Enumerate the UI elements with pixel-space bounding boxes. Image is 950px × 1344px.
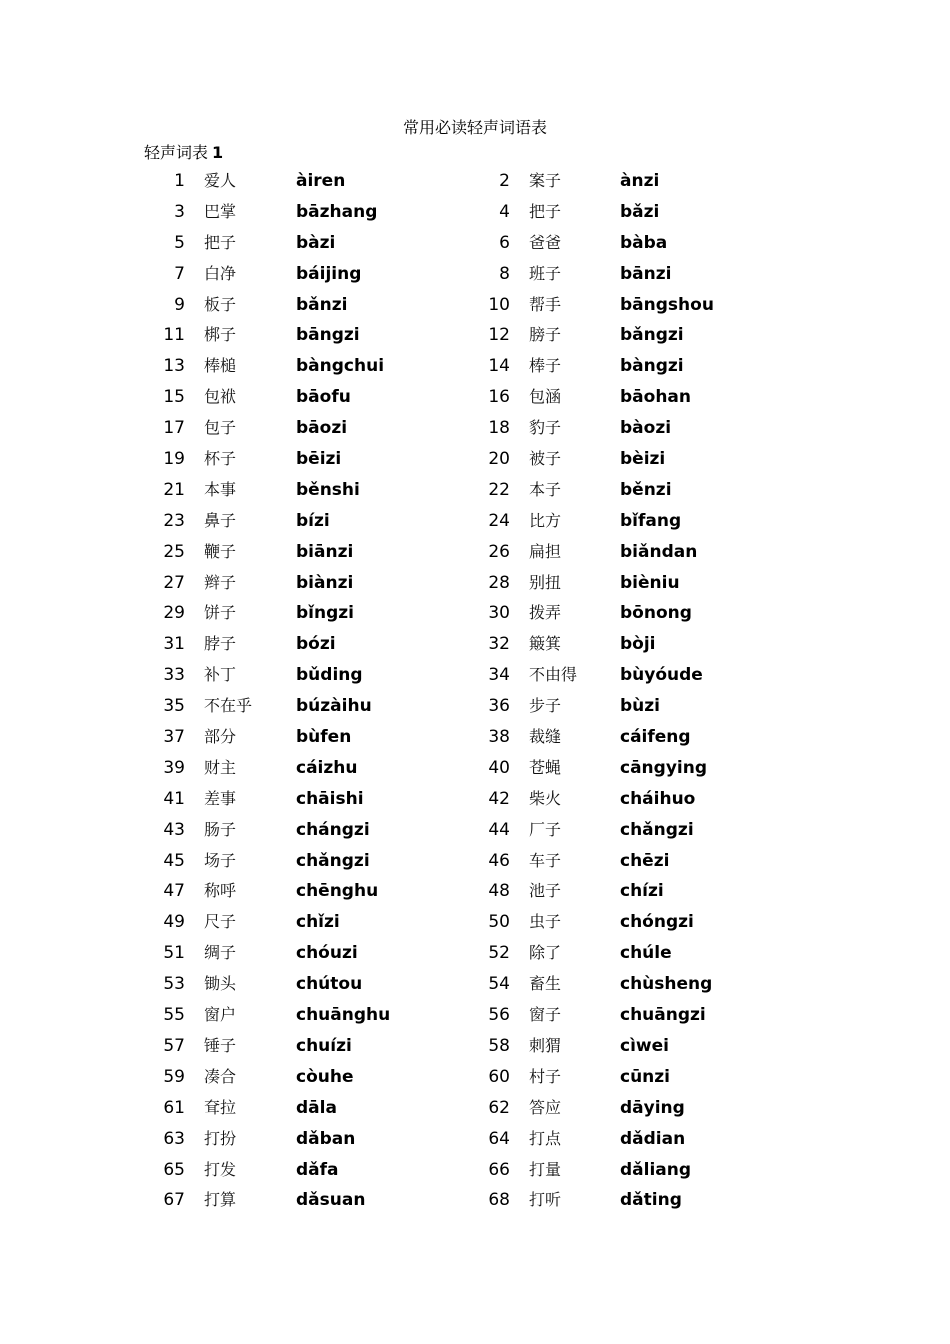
entry-word: 畜生 (529, 974, 562, 994)
section-subtitle (144, 142, 223, 165)
entry-word: 差事 (204, 788, 237, 808)
entry-word: 除了 (529, 943, 562, 963)
entry-pinyin: chuāngzi (620, 1005, 706, 1026)
entry-pinyin: bānzi (620, 263, 672, 284)
entry-pinyin: biànzi (296, 572, 354, 593)
entry-word: 班子 (529, 263, 562, 283)
page-title: 常用必读轻声词语表 (402, 118, 547, 137)
entry-number: 6 (499, 232, 510, 253)
entry-number: 55 (163, 1005, 185, 1026)
entry-pinyin: cháihuo (620, 788, 696, 809)
entry-word: 凑合 (204, 1066, 237, 1086)
entry-pinyin: dǎdian (620, 1128, 686, 1149)
entry-word: 被子 (529, 449, 562, 469)
entry-word: 白净 (204, 263, 237, 283)
table-row (0, 382, 950, 413)
entry-number: 44 (488, 819, 510, 840)
table-row (0, 537, 950, 568)
entry-pinyin: chízi (620, 881, 664, 902)
entry-word: 板子 (204, 294, 237, 314)
entry-number: 4 (499, 201, 510, 222)
entry-number: 31 (163, 634, 185, 655)
entry-number: 2 (499, 171, 510, 191)
entry-word: 饼子 (204, 603, 237, 623)
entry-word: 村子 (529, 1066, 562, 1086)
entry-number: 35 (163, 696, 185, 717)
entry-pinyin: chúle (620, 943, 672, 964)
entry-pinyin: bāzhang (296, 201, 378, 222)
table-row (0, 876, 950, 907)
entry-pinyin: chēzi (620, 850, 670, 871)
entry-number: 68 (488, 1190, 510, 1211)
entry-word: 池子 (529, 881, 562, 901)
entry-number: 25 (163, 541, 185, 562)
table-row (0, 228, 950, 259)
entry-word: 不在乎 (204, 696, 253, 716)
entry-word: 不由得 (529, 665, 578, 685)
entry-word: 刺猬 (529, 1035, 562, 1055)
table-row (0, 938, 950, 969)
entry-word: 巴掌 (204, 201, 237, 221)
entry-number: 43 (163, 819, 185, 840)
table-row (0, 1062, 950, 1093)
entry-number: 57 (163, 1035, 185, 1056)
table-row (0, 413, 950, 444)
entry-pinyin: bōnong (620, 603, 692, 624)
entry-pinyin: cìwei (620, 1035, 669, 1056)
entry-pinyin: chēnghu (296, 881, 379, 902)
entry-word: 窗子 (529, 1005, 562, 1025)
entry-pinyin: chuānghu (296, 1005, 391, 1026)
entry-number: 49 (163, 912, 185, 933)
entry-pinyin: chóngzi (620, 912, 694, 933)
entry-number: 37 (163, 727, 185, 748)
entry-pinyin: dǎliang (620, 1159, 692, 1180)
table-row (0, 753, 950, 784)
table-row (0, 197, 950, 228)
entry-number: 51 (163, 943, 185, 964)
entry-pinyin: bāohan (620, 387, 691, 408)
entry-number: 12 (488, 325, 510, 346)
entry-word: 扁担 (529, 541, 562, 561)
entry-pinyin: bàozi (620, 418, 672, 439)
table-row (0, 1185, 950, 1216)
entry-pinyin: bàngchui (296, 356, 385, 377)
table-row (0, 1000, 950, 1031)
entry-word: 爱人 (204, 171, 237, 190)
table-row (0, 907, 950, 938)
entry-pinyin: dāla (296, 1097, 337, 1118)
entry-word: 包袱 (204, 387, 237, 407)
entry-number: 20 (488, 449, 510, 470)
entry-pinyin: cáifeng (620, 727, 691, 748)
entry-pinyin: bǐngzi (296, 603, 354, 624)
entry-number: 32 (488, 634, 510, 655)
entry-number: 9 (174, 294, 185, 315)
entry-word: 锤子 (204, 1035, 237, 1055)
entry-number: 29 (163, 603, 185, 624)
table-row (0, 290, 950, 321)
section-subtitle-number: 1 (212, 143, 224, 162)
entry-number: 47 (163, 881, 185, 902)
entry-pinyin: běnzi (620, 479, 672, 500)
entry-number: 53 (163, 974, 185, 995)
entry-word: 梆子 (204, 325, 237, 345)
table-row (0, 598, 950, 629)
entry-pinyin: bièniu (620, 572, 680, 593)
entry-word: 把子 (529, 201, 562, 221)
entry-pinyin: bùyóude (620, 665, 703, 686)
table-row (0, 320, 950, 351)
entry-number: 54 (488, 974, 510, 995)
entry-number: 52 (488, 943, 510, 964)
entry-word: 锄头 (204, 974, 237, 994)
entry-number: 17 (163, 418, 185, 439)
table-row (0, 660, 950, 691)
entry-word: 部分 (204, 727, 237, 747)
entry-pinyin: bàba (620, 232, 668, 253)
entry-pinyin: bāngshou (620, 294, 714, 315)
entry-pinyin: bízi (296, 510, 330, 531)
entry-word: 杯子 (204, 449, 237, 469)
entry-pinyin: chútou (296, 974, 363, 995)
entry-number: 14 (488, 356, 510, 377)
table-row (0, 351, 950, 382)
table-row (0, 1031, 950, 1062)
table-row (0, 722, 950, 753)
entry-pinyin: cáizhu (296, 757, 358, 778)
entry-pinyin: chāishi (296, 788, 364, 809)
entry-number: 50 (488, 912, 510, 933)
entry-word: 步子 (529, 696, 562, 716)
entry-pinyin: bèizi (620, 449, 666, 470)
entry-pinyin: búzàihu (296, 696, 372, 717)
entry-word: 耷拉 (204, 1097, 237, 1117)
entry-number: 64 (488, 1128, 510, 1149)
entry-word: 打算 (204, 1190, 237, 1210)
entry-pinyin: bǎzi (620, 201, 660, 222)
entry-number: 38 (488, 727, 510, 748)
entry-word: 打发 (204, 1159, 237, 1179)
entry-pinyin: dǎsuan (296, 1190, 366, 1211)
entry-number: 22 (488, 479, 510, 500)
entry-word: 柴火 (529, 788, 562, 808)
entry-number: 58 (488, 1035, 510, 1056)
entry-pinyin: bózi (296, 634, 336, 655)
entry-number: 61 (163, 1097, 185, 1118)
entry-word: 别扭 (529, 572, 562, 592)
entry-pinyin: bēizi (296, 449, 342, 470)
entry-word: 本子 (529, 479, 562, 499)
entry-pinyin: dāying (620, 1097, 685, 1118)
entry-number: 40 (488, 757, 510, 778)
entry-pinyin: bùzi (620, 696, 660, 717)
entry-pinyin: còuhe (296, 1066, 354, 1087)
entry-word: 尺子 (204, 912, 237, 932)
entry-pinyin: chángzi (296, 819, 370, 840)
entry-pinyin: bǐfang (620, 510, 682, 531)
entry-pinyin: bǎngzi (620, 325, 684, 346)
entry-word: 脖子 (204, 634, 237, 654)
entry-number: 3 (174, 201, 185, 222)
entry-number: 26 (488, 541, 510, 562)
entry-number: 42 (488, 788, 510, 809)
table-row (0, 475, 950, 506)
entry-number: 28 (488, 572, 510, 593)
entry-number: 67 (163, 1190, 185, 1211)
entry-word: 窗户 (204, 1005, 237, 1025)
entry-number: 24 (488, 510, 510, 531)
entry-pinyin: dǎban (296, 1128, 356, 1149)
entry-word: 鞭子 (204, 541, 237, 561)
entry-number: 36 (488, 696, 510, 717)
entry-word: 帮手 (529, 294, 562, 314)
entry-number: 33 (163, 665, 185, 686)
entry-number: 62 (488, 1097, 510, 1118)
entry-pinyin: biǎndan (620, 541, 698, 562)
entry-word: 车子 (529, 850, 562, 870)
entry-pinyin: chǎngzi (296, 850, 370, 871)
entry-word: 鼻子 (204, 510, 237, 530)
entry-word: 爸爸 (529, 232, 562, 252)
entry-word: 补丁 (204, 665, 237, 685)
entry-word: 案子 (529, 171, 562, 190)
entry-word: 打扮 (204, 1128, 237, 1148)
entry-number: 7 (174, 263, 185, 284)
entry-number: 18 (488, 418, 510, 439)
entry-word: 苍蝇 (529, 757, 562, 777)
entry-pinyin: cāngying (620, 757, 708, 778)
entry-number: 1 (174, 171, 185, 191)
entry-number: 8 (499, 263, 510, 284)
vocabulary-table (0, 166, 950, 1216)
entry-pinyin: dǎting (620, 1190, 682, 1211)
entry-number: 27 (163, 572, 185, 593)
entry-word: 场子 (204, 850, 237, 870)
entry-number: 21 (163, 479, 185, 500)
table-row (0, 629, 950, 660)
table-row (0, 259, 950, 290)
entry-word: 打量 (529, 1159, 562, 1179)
entry-word: 答应 (529, 1097, 562, 1117)
entry-word: 包涵 (529, 387, 562, 407)
section-subtitle-text: 轻声词表 (144, 143, 209, 162)
entry-number: 23 (163, 510, 185, 531)
table-row (0, 1155, 950, 1186)
entry-word: 比方 (529, 510, 562, 530)
entry-word: 辫子 (204, 572, 237, 592)
entry-word: 厂子 (529, 819, 562, 839)
table-row (0, 1124, 950, 1155)
entry-pinyin: chǐzi (296, 912, 340, 933)
entry-word: 豹子 (529, 418, 562, 438)
entry-word: 裁缝 (529, 727, 562, 747)
table-row (0, 691, 950, 722)
entry-number: 30 (488, 603, 510, 624)
entry-pinyin: bàngzi (620, 356, 684, 377)
entry-word: 肠子 (204, 819, 237, 839)
entry-word: 虫子 (529, 912, 562, 932)
entry-pinyin: bāozi (296, 418, 348, 439)
entry-word: 打点 (529, 1128, 562, 1148)
table-row (0, 166, 950, 197)
entry-number: 66 (488, 1159, 510, 1180)
entry-word: 棒槌 (204, 356, 237, 376)
entry-pinyin: chóuzi (296, 943, 358, 964)
entry-pinyin: ànzi (620, 171, 660, 191)
table-row (0, 1093, 950, 1124)
entry-number: 16 (488, 387, 510, 408)
entry-word: 绸子 (204, 943, 237, 963)
entry-number: 34 (488, 665, 510, 686)
entry-pinyin: bāofu (296, 387, 351, 408)
entry-pinyin: bǎnzi (296, 294, 348, 315)
entry-number: 15 (163, 387, 185, 408)
entry-number: 39 (163, 757, 185, 778)
entry-pinyin: chǎngzi (620, 819, 694, 840)
entry-pinyin: báijing (296, 263, 362, 284)
entry-pinyin: bàzi (296, 232, 336, 253)
entry-number: 45 (163, 850, 185, 871)
entry-number: 56 (488, 1005, 510, 1026)
entry-pinyin: chuízi (296, 1035, 352, 1056)
table-row (0, 846, 950, 877)
entry-word: 拨弄 (529, 603, 562, 623)
entry-number: 13 (163, 356, 185, 377)
entry-pinyin: biānzi (296, 541, 354, 562)
entry-pinyin: cūnzi (620, 1066, 671, 1087)
entry-word: 本事 (204, 479, 237, 499)
entry-word: 把子 (204, 232, 237, 252)
entry-word: 棒子 (529, 356, 562, 376)
entry-number: 59 (163, 1066, 185, 1087)
entry-word: 打听 (529, 1190, 562, 1210)
entry-pinyin: bǔding (296, 665, 363, 686)
table-row (0, 506, 950, 537)
entry-pinyin: bòji (620, 634, 656, 655)
entry-number: 65 (163, 1159, 185, 1180)
entry-pinyin: bùfen (296, 727, 352, 748)
entry-word: 膀子 (529, 325, 562, 345)
entry-pinyin: běnshi (296, 479, 360, 500)
entry-number: 63 (163, 1128, 185, 1149)
entry-pinyin: chùsheng (620, 974, 713, 995)
entry-word: 簸箕 (529, 634, 562, 654)
entry-number: 60 (488, 1066, 510, 1087)
entry-word: 称呼 (204, 881, 237, 901)
table-row (0, 969, 950, 1000)
entry-number: 48 (488, 881, 510, 902)
table-row (0, 444, 950, 475)
entry-word: 财主 (204, 757, 237, 777)
table-row (0, 568, 950, 599)
entry-number: 5 (174, 232, 185, 253)
entry-pinyin: àiren (296, 171, 346, 191)
entry-pinyin: dǎfa (296, 1159, 339, 1180)
entry-pinyin: bāngzi (296, 325, 360, 346)
entry-word: 包子 (204, 418, 237, 438)
table-row (0, 815, 950, 846)
entry-number: 11 (163, 325, 185, 346)
entry-number: 41 (163, 788, 185, 809)
entry-number: 19 (163, 449, 185, 470)
entry-number: 10 (488, 294, 510, 315)
table-row (0, 784, 950, 815)
entry-number: 46 (488, 850, 510, 871)
